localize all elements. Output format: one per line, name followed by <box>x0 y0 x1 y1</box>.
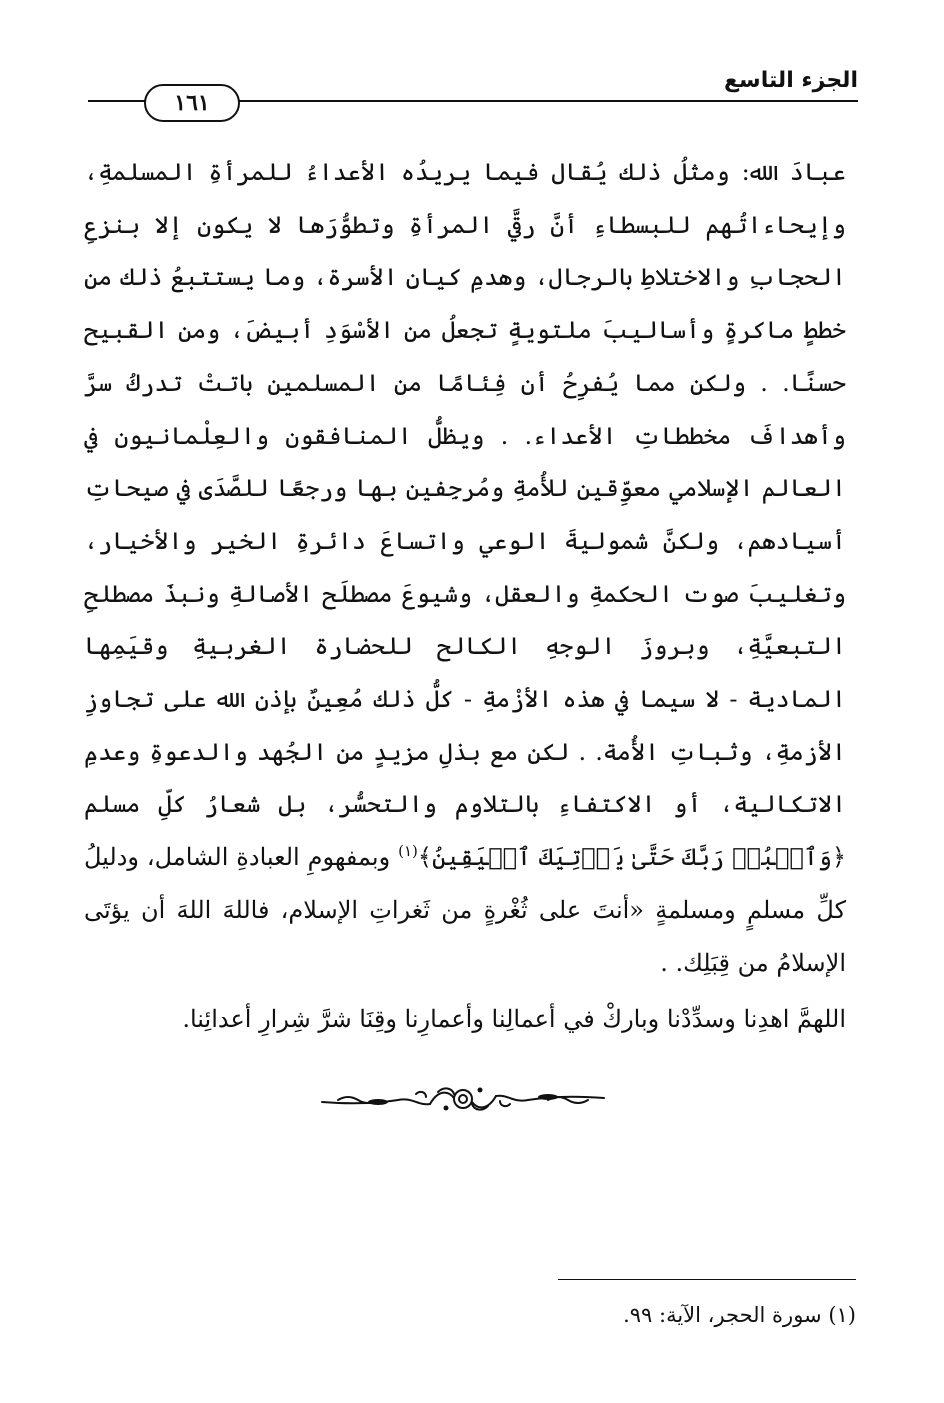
running-title: الجزء التاسع <box>724 68 858 93</box>
paragraph-text: عبادَ الله: ومثلُ ذلك يُقال فيما يريدُه الأعداءُ للمرأةِ المسلمةِ، وإيحاءاتُهم للبسطاءِ أنَّ رقيَّ المرأةِ وتطوُّرَها لا يكون إلا بنزعِ الحجابِ والاختلاطِ بالرجال، وهدمِ كيانِ الأسرة، وما يستتبعُ ذلك من خططٍ ماكرةٍ وأساليبَ ملتويةٍ تجعلُ من الأسْوَدِ أبيضَ، ومن القبيح حسنًا. . ولكن مما يُفرِحُ أن فِئامًا من المسلمين باتتْ تدركُ سرَّ وأهدافَ مخططاتِ الأعداء. . ويظلُّ المنافقون والعِلْمانيون في العالم الإسلامي معوِّقين للأُمةِ ومُرجِفين بها ورجعًا للصَّدَى في صيحاتِ أسيادهم، ولكنَّ شموليةَ الوعي واتساعَ دائرةِ الخير والأخيار، وتغليبَ صوت الحكمةِ والعقل، وشيوعَ مصطلَح الأصالةِ ونبذَ مصطلحِ التبعيَّةِ، وبروزَ الوجهِ الكالح للحضارة الغربيةِ وقيَمِها المادية - لا سيما في هذه الأزْمةِ - كلُّ ذلك مُعِينٌ بإذنِ الله على تجاوزِ الأزمةِ، وثباتِ الأُمة. . لكن مع بذلِ مزيدٍ من الجُهد والدعوةِ وعدمِ الاتكالية، أو الاكتفاءِ بالتلاوم والتحسُّر، بل شعارُ كلِّ مسلم <box>84 158 846 819</box>
footnote-separator <box>558 1279 856 1280</box>
body-paragraph <box>84 146 860 989</box>
paragraph-text-continued: وبمفهومِ العبادةِ الشامل، ودليلُ كلِّ مسلمٍ ومسلمةٍ «أنتَ على ثُغْرةٍ من ثَغراتِ الإسلام، فاللهَ اللهَ أن يؤتَى الإسلامُ من قِبَلِك. . <box>84 843 846 977</box>
page-header <box>88 62 858 118</box>
page-body <box>84 146 860 1046</box>
footnote: (١) سورة الحجر، الآية: ٩٩. <box>623 1303 856 1327</box>
closing-supplication: اللهمَّ اهدِنا وسدِّدْنا وباركْ في أعمالِنا وأعمارِنا وقِنَا شرَّ شِرارِ أعدائِنا. <box>182 1005 846 1034</box>
decorative-divider-icon <box>318 1082 608 1116</box>
quran-quote: ﴿وَٱعۡبُدۡ رَبَّكَ حَتَّىٰ يَأۡتِيَكَ ٱلۡيَقِينُ﴾ <box>417 843 847 872</box>
footnote-reference: (١) <box>398 842 418 861</box>
page-number: ١٦١ <box>144 84 240 122</box>
